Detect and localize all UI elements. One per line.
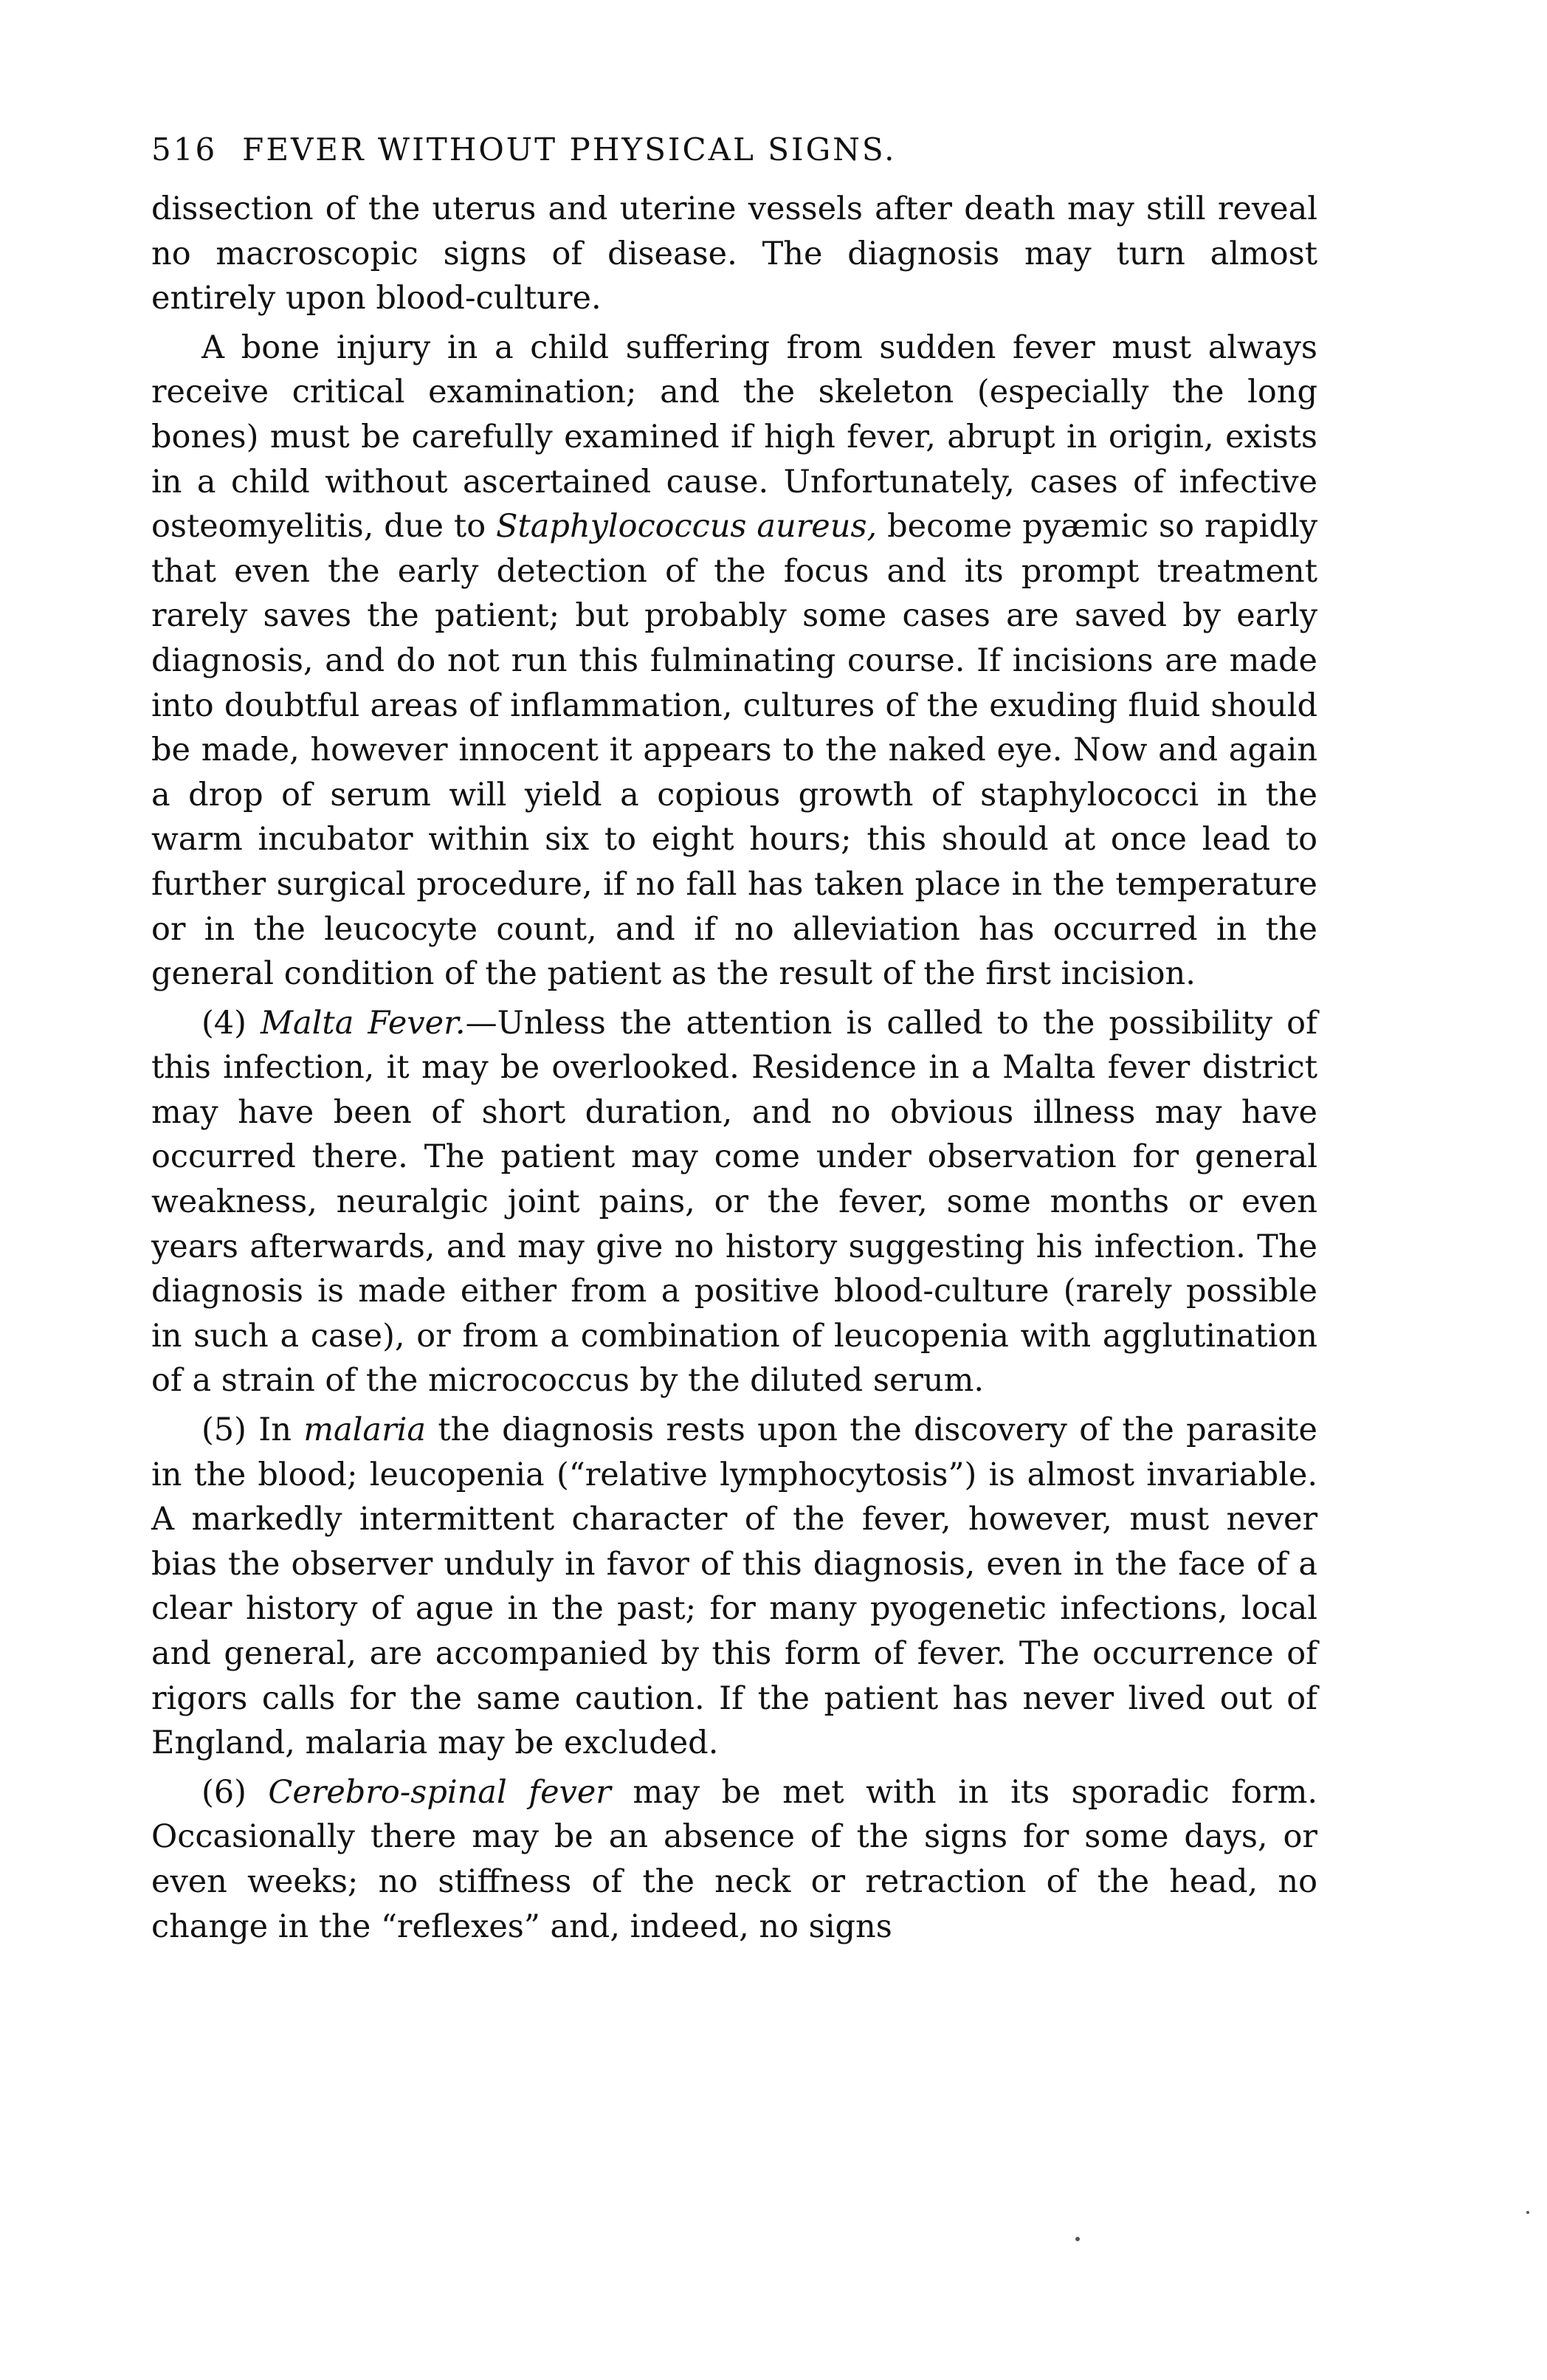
paragraph-p3: [151, 1001, 1317, 1403]
text-run: may be met with in its sporadic form. Occasionally there may be an absence of the signs for some days, or even weeks; no stiffness of the neck or retraction of the head, no change in the “reflexes” and, indeed, no signs: [151, 1773, 1318, 1945]
scan-speck: [1526, 2211, 1529, 2214]
italic-text: Cerebro-spinal fever: [268, 1773, 611, 1811]
text-run: —Unless the attention is called to the possibility of this infection, it may be overlooked. Residence in a Malta fever district may have been of short duration, and no obvious illness may have occurred there. The patient may come under observation for general weakness, neuralgic joint pains, or the fever, some months or even years afterwards, and may give no history suggesting his infection. The diagnosis is made either from a positive blood-culture (rarely possible in such a case), or from a combination of leucopenia with agglutination of a strain of the micrococcus by the diluted serum.: [151, 1004, 1317, 1400]
text-run: (6): [201, 1773, 269, 1811]
italic-text: malaria: [303, 1411, 427, 1449]
text-run: the diagnosis rests upon the discovery of the parasite in the blood; leucopenia (“relative lymphocytosis”) is almost invariable. A markedly intermittent character of the fever, however, must never bias the observer unduly in favor of this diagnosis, even in the face of a clear history of ague in the past; for many pyogenetic infections, local and general, are accompanied by this form of fever. The occurrence of rigors calls for the same caution. If the patient has never lived out of England, malaria may be excluded.: [151, 1411, 1317, 1762]
text-run: (4): [201, 1004, 261, 1042]
text-run: become pyæmic so rapidly that even the early detection of the focus and its prompt treatment rarely saves the patient; but probably some cases are saved by early diagnosis, and do not run this fulminating course. If incisions are made into doubtful areas of inflammation, cultures of the exuding fluid should be made, however innocent it appears to the naked eye. Now and again a drop of serum will yield a copious growth of staphylococci in the warm incubator within six to eight hours; this should at once lead to further surgical procedure, if no fall has taken place in the temperature or in the leucocyte count, and if no alleviation has occurred in the general condition of the patient as the result of the first incision.: [151, 508, 1317, 993]
page-number: 516: [151, 131, 218, 168]
paragraph-p5: [151, 1770, 1317, 1949]
book-page: [151, 129, 1317, 1953]
text-run: A bone injury in a child suffering from sudden fever must always receive critical examination; and the skeleton (especially the long bones) must be carefully examined if high fever, abrupt in origin, exists in a child without ascertained cause. Unfortunately, cases of infective osteomyelitis, due to: [151, 329, 1317, 546]
paragraph-p4: [151, 1408, 1317, 1766]
running-title: FEVER WITHOUT PHYSICAL SIGNS.: [242, 131, 897, 168]
scan-speck: [1075, 2237, 1080, 2241]
running-header: [151, 129, 1317, 171]
paragraph-p1: [151, 187, 1317, 321]
paragraph-p2: [151, 326, 1317, 997]
text-run: (5) In: [201, 1411, 304, 1449]
italic-text: Malta Fever.: [261, 1004, 466, 1042]
italic-text: Staphylococcus aureus,: [496, 508, 878, 546]
text-run: dissection of the uterus and uterine vessels after death may still reveal no macroscopic signs of disease. The diagnosis may turn almost entirely upon blood-culture.: [151, 190, 1317, 317]
body-text: [151, 187, 1317, 1949]
